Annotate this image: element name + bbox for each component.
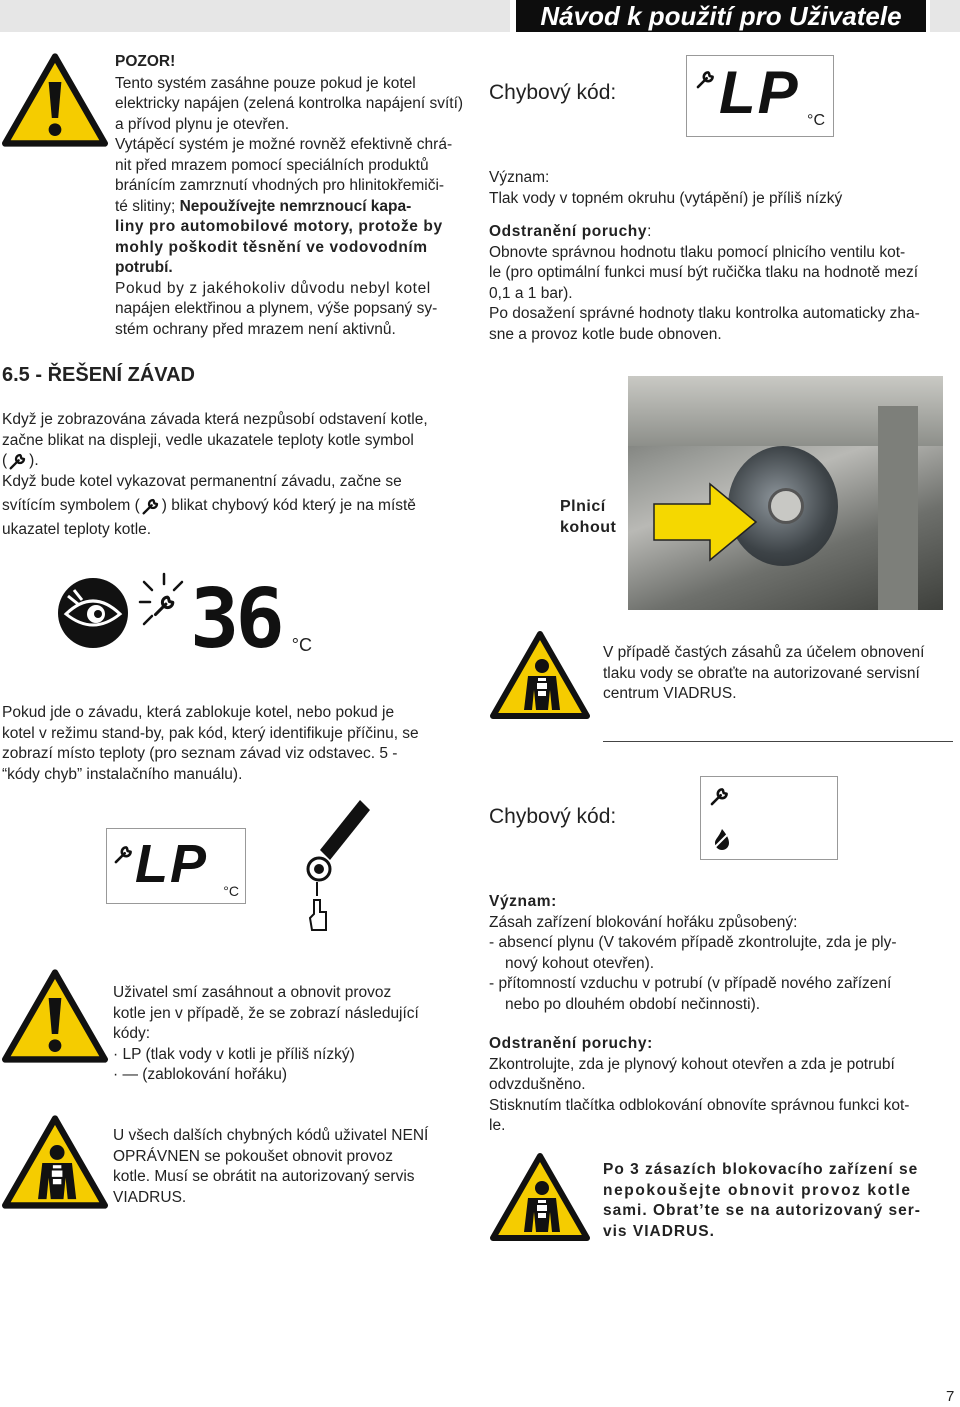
arrow-icon [650,480,760,564]
intro-line: ( ). [2,452,39,470]
service-line: centrum VIADRUS. [603,685,737,702]
cause-line: - absencí plynu (V takovém případě zkontrolujte, zda je ply- [489,934,897,951]
final-line: nepokoušejte obnovit provoz kotle [603,1181,912,1199]
section-title: 6.5 - ŘEŠENÍ ZÁVAD [2,364,195,386]
final-line: Po 3 zásazích blokovacího zařízení se [603,1161,919,1178]
wrench-icon [113,843,135,865]
reset-button-icon [298,796,378,936]
lp-display [686,55,834,137]
warning-text-2-line: té slitiny; Nepoužívejte nemrznoucí kapa- [115,197,412,215]
header-bar-right [930,0,960,32]
lp-code: LP [719,59,800,126]
burner-display [700,776,838,860]
user-line: kotle jen v případě, že se zobrazí následující [113,1004,419,1022]
fix-line: odvzdušněno. [489,1076,586,1093]
eye-icon [56,576,130,650]
warning-exclamation-icon [2,52,108,148]
warning-technician-icon [489,630,591,720]
warning-text-2-line: Vytápěcí systém je možné rovněž efektivně chrá- [115,136,453,153]
blocking-line: zobrazí místo teploty (pro seznam závad viz odstavec. 5 - [2,745,398,762]
perm-line: ukazatel teploty kotle. [2,521,152,539]
warning-technician-icon [2,1114,108,1210]
wrench-icon [140,496,162,516]
cause-line: nový kohout otevřen). [505,954,655,972]
warning-text-3-line: stém ochrany před mrazem není aktivnů. [115,320,396,338]
wrench-icon [7,451,29,471]
warning-bold-inline: Nepoužívejte nemrznoucí kapa- [179,197,412,215]
service-line: tlaku vody se obraťte na autorizované servisní [603,664,920,682]
error-code-label: Chybový kód: [489,81,617,104]
service-note [603,643,953,705]
intro-line: začne blikat na displeji, vedle ukazatele teploty kotle symbol [2,431,414,449]
fill-valve-label-line: Plnicí [560,498,606,515]
page-title: Návod k použití pro Uživatele [516,0,926,32]
final-line: vis VIADRUS. [603,1222,715,1240]
lp-code-small: LP [135,834,209,894]
wrench-blink-icon [136,572,192,632]
lp-unit: °C [807,112,825,129]
error-code-label: Chybový kód: [489,805,617,828]
blocking-line: “kódy chyb” instalačního manuálu). [2,765,243,783]
fix-heading: Odstranění poruchy: [489,223,652,240]
intro-block [2,410,472,541]
warning-bold-line: liny pro automobilové motory, protože by [115,218,443,235]
user-line: kódy: [113,1025,151,1042]
warning-bold-line: potrubí. [115,259,173,276]
fix-line: Obnovte správnou hodnotu tlaku pomocí plnicího ventilu kot- [489,243,906,261]
user-line: Uživatel smí zasáhnout a obnovit provoz [113,984,392,1001]
fix-line: le. [489,1117,506,1134]
lp-display-small [106,828,246,904]
user-line: · LP (tlak vody v kotli je příliš nízký) [113,1045,355,1063]
warning-block [115,52,465,340]
warning-technician-icon [489,1152,591,1242]
fix-line: Po dosažení správné hodnoty tlaku kontrolka automaticky zha- [489,305,920,322]
other-codes-block [113,1126,473,1208]
fill-valve-label [560,496,616,538]
intro-line: Když je zobrazována závada která nezpůsobí odstavení kotle, [2,411,428,428]
meaning-label: Význam: [489,169,550,186]
final-warning [603,1160,953,1242]
user-permitted-block [113,983,473,1086]
cause-line: nebo po dlouhém období nečinnosti). [505,995,761,1013]
cause-line: - přítomností vzduchu v potrubí (v případě nového zařízení [489,975,892,992]
other-line: U všech dalších chybných kódů uživatel NENÍ [113,1127,429,1144]
warning-text-1: Tento systém zasáhne pouze pokud je kotel elektricky napájen (zelená kontrolka napájení svítí) a přívod plynu je otevřen. [115,74,464,133]
warning-text-2-line: nit před mrazem pomocí speciálních produktů [115,156,429,174]
perm-line: Když bude kotel vykazovat permanentní závadu, začne se [2,472,402,490]
page-number: 7 [946,1388,955,1405]
divider [603,741,953,742]
header-bar-left [0,0,510,32]
blocking-line: kotel v režimu stand-by, pak kód, který identifikuje příčinu, se [2,724,419,742]
final-line: sami. Obrat’te se na autorizovaný ser- [603,1202,921,1219]
wrench-icon [709,785,731,807]
error-lp-text [489,168,949,345]
fix-line: Stisknutím tlačítka odblokování obnovíte správnou funkci kot- [489,1096,910,1114]
warning-bold-line: mohly poškodit těsnění ve vodovodním [115,238,428,256]
lp-unit-small: °C [223,883,239,899]
other-line: VIADRUS. [113,1188,187,1206]
meaning-line: Zásah zařízení blokování hořáku způsobený: [489,913,798,931]
fill-valve-label-line: kohout [560,519,617,536]
warning-text-3-line: napájen elektřinou a plynem, výše popsaný sy- [115,300,438,317]
temperature-unit: °C [291,635,312,655]
wrench-icon [695,68,717,90]
fix-line: le (pro optimální funkci musí být ručička tlaku na hodnotě mezí [489,264,919,281]
meaning-text: Tlak vody v topném okruhu (vytápění) je příliš nízký [489,189,843,207]
fix-line: Zkontrolujte, zda je plynový kohout otevřen a zda je potrubí [489,1055,895,1073]
warning-text-3-line: Pokud by z jakéhokoliv důvodu nebyl kotel [115,279,431,297]
error-burner-text [489,892,954,1137]
other-line: kotle. Musí se obrátit na autorizovaný servis [113,1168,415,1185]
service-line: V případě častých zásahů za účelem obnovení [603,644,925,661]
fix-line: sne a provoz kotle bude obnoven. [489,325,722,343]
temperature-value: 36 [190,572,281,667]
warning-text-2-line: bránícím zamrznutí vhodných pro hlinitokřemiči- [115,177,445,194]
temperature-display [186,572,312,667]
other-line: OPRÁVNEN se pokoušet obnovit provoz [113,1147,393,1165]
warning-title: POZOR! [115,53,176,70]
fix-line: 0,1 a 1 bar). [489,284,573,302]
meaning-label: Význam: [489,893,557,910]
fix-heading: Odstranění poruchy: [489,1035,653,1052]
warning-exclamation-icon [2,968,108,1064]
perm-line: svítícím symbolem ( ) blikat chybový kód který je na místě [2,497,416,515]
blocking-block [2,703,472,785]
blocking-line: Pokud jde o závadu, která zablokuje kotel, nebo pokud je [2,704,395,721]
user-line: · — (zablokování hořáku) [113,1066,288,1083]
flame-crossed-icon [711,827,733,851]
